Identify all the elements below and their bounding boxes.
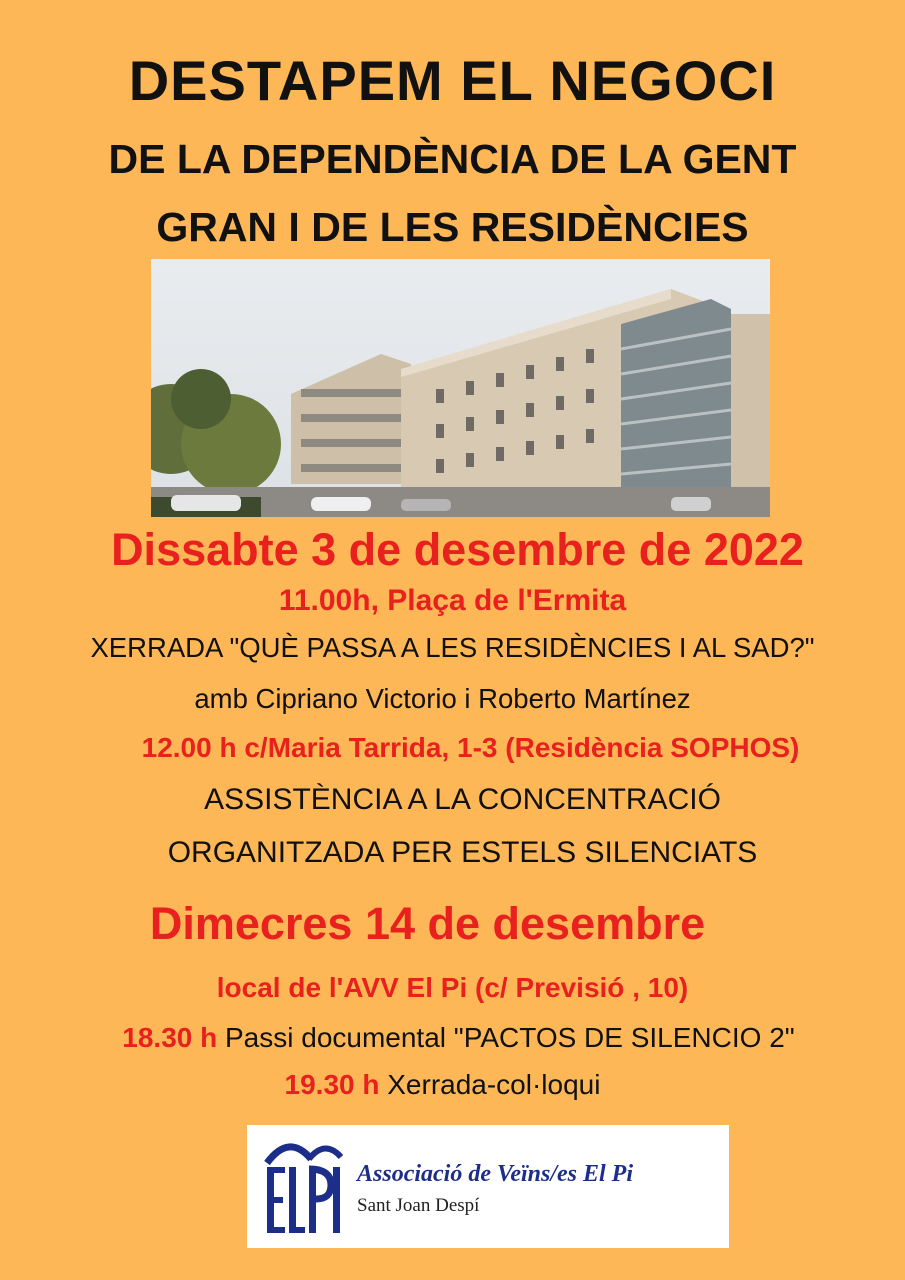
event-date-wednesday: Dimecres 14 de desembre xyxy=(149,898,706,949)
headline-line-3: GRAN I DE LES RESIDÈNCIES xyxy=(156,204,749,250)
headline-line-1: DESTAPEM EL NEGOCI xyxy=(128,49,777,112)
schedule-text-1: Passi documental "PACTOS DE SILENCIO 2" xyxy=(217,1022,795,1053)
schedule-row-talk xyxy=(0,1069,895,1101)
concentration-line-1: ASSISTÈNCIA A LA CONCENTRACIÓ xyxy=(204,783,721,816)
residence-building-photo xyxy=(151,259,770,517)
schedule-text-2: Xerrada-col·loqui xyxy=(379,1069,601,1100)
association-name: Associació de Veïns/es El Pi xyxy=(357,1161,633,1187)
elpi-logo-mark-icon xyxy=(259,1133,347,1241)
schedule-row-documentary xyxy=(6,1022,905,1054)
event-time-place-1: 11.00h, Plaça de l'Ermita xyxy=(278,584,627,617)
headline-line-2: DE LA DEPENDÈNCIA DE LA GENT xyxy=(108,136,797,182)
talk-speakers: amb Cipriano Victorio i Roberto Martínez xyxy=(194,683,691,714)
event-date-saturday: Dissabte 3 de desembre de 2022 xyxy=(111,524,804,575)
talk-title: XERRADA "QUÈ PASSA A LES RESIDÈNCIES I AL SAD?" xyxy=(90,632,815,663)
association-place: Sant Joan Despí xyxy=(357,1195,480,1216)
event-location: local de l'AVV El Pi (c/ Previsió , 10) xyxy=(216,972,689,1003)
event-time-place-2: 12.00 h c/Maria Tarrida, 1-3 (Residència SOPHOS) xyxy=(141,732,800,763)
concentration-line-2: ORGANITZADA PER ESTELS SILENCIATS xyxy=(167,836,758,869)
association-logo xyxy=(247,1125,729,1248)
schedule-time-1: 18.30 h xyxy=(122,1022,218,1053)
schedule-time-2: 19.30 h xyxy=(284,1069,380,1100)
